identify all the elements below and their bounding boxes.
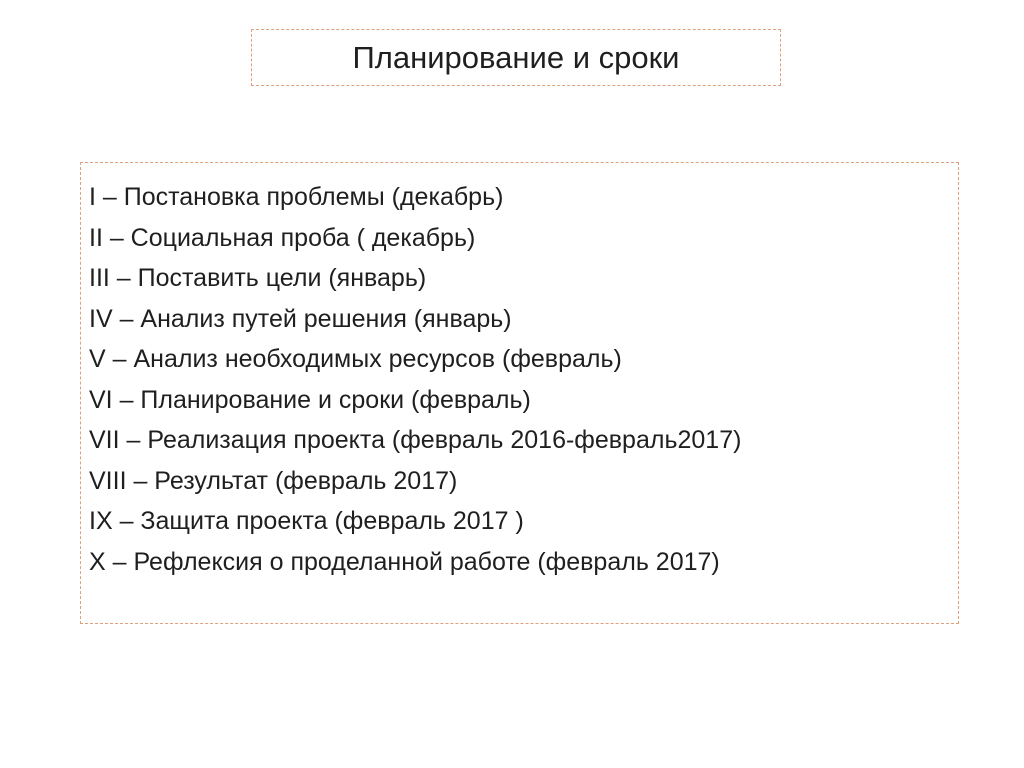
stage-list	[89, 177, 958, 582]
stage-item-8: VIII – Результат (февраль 2017)	[89, 466, 458, 495]
stage-item-1: I – Постановка проблемы (декабрь)	[89, 183, 504, 211]
stage-item-4: IV – Анализ путей решения (январь)	[89, 304, 512, 333]
stage-item-10: X – Рефлексия о проделанной работе (февраль 2017)	[89, 547, 720, 576]
stage-item-5: V – Анализ необходимых ресурсов (февраль)	[89, 345, 622, 373]
stage-item-6: VI – Планирование и сроки (февраль)	[89, 385, 531, 414]
stages-box	[80, 162, 959, 624]
stage-item-7: VII – Реализация проекта (февраль 2016-февраль2017)	[89, 426, 742, 454]
stage-item-9: IX – Защита проекта (февраль 2017 )	[89, 507, 524, 535]
stage-item-2: II – Социальная проба ( декабрь)	[89, 223, 476, 252]
title-box	[251, 29, 781, 86]
stage-item-3: III – Поставить цели (январь)	[89, 264, 427, 292]
slide-title: Планирование и сроки	[352, 40, 680, 75]
